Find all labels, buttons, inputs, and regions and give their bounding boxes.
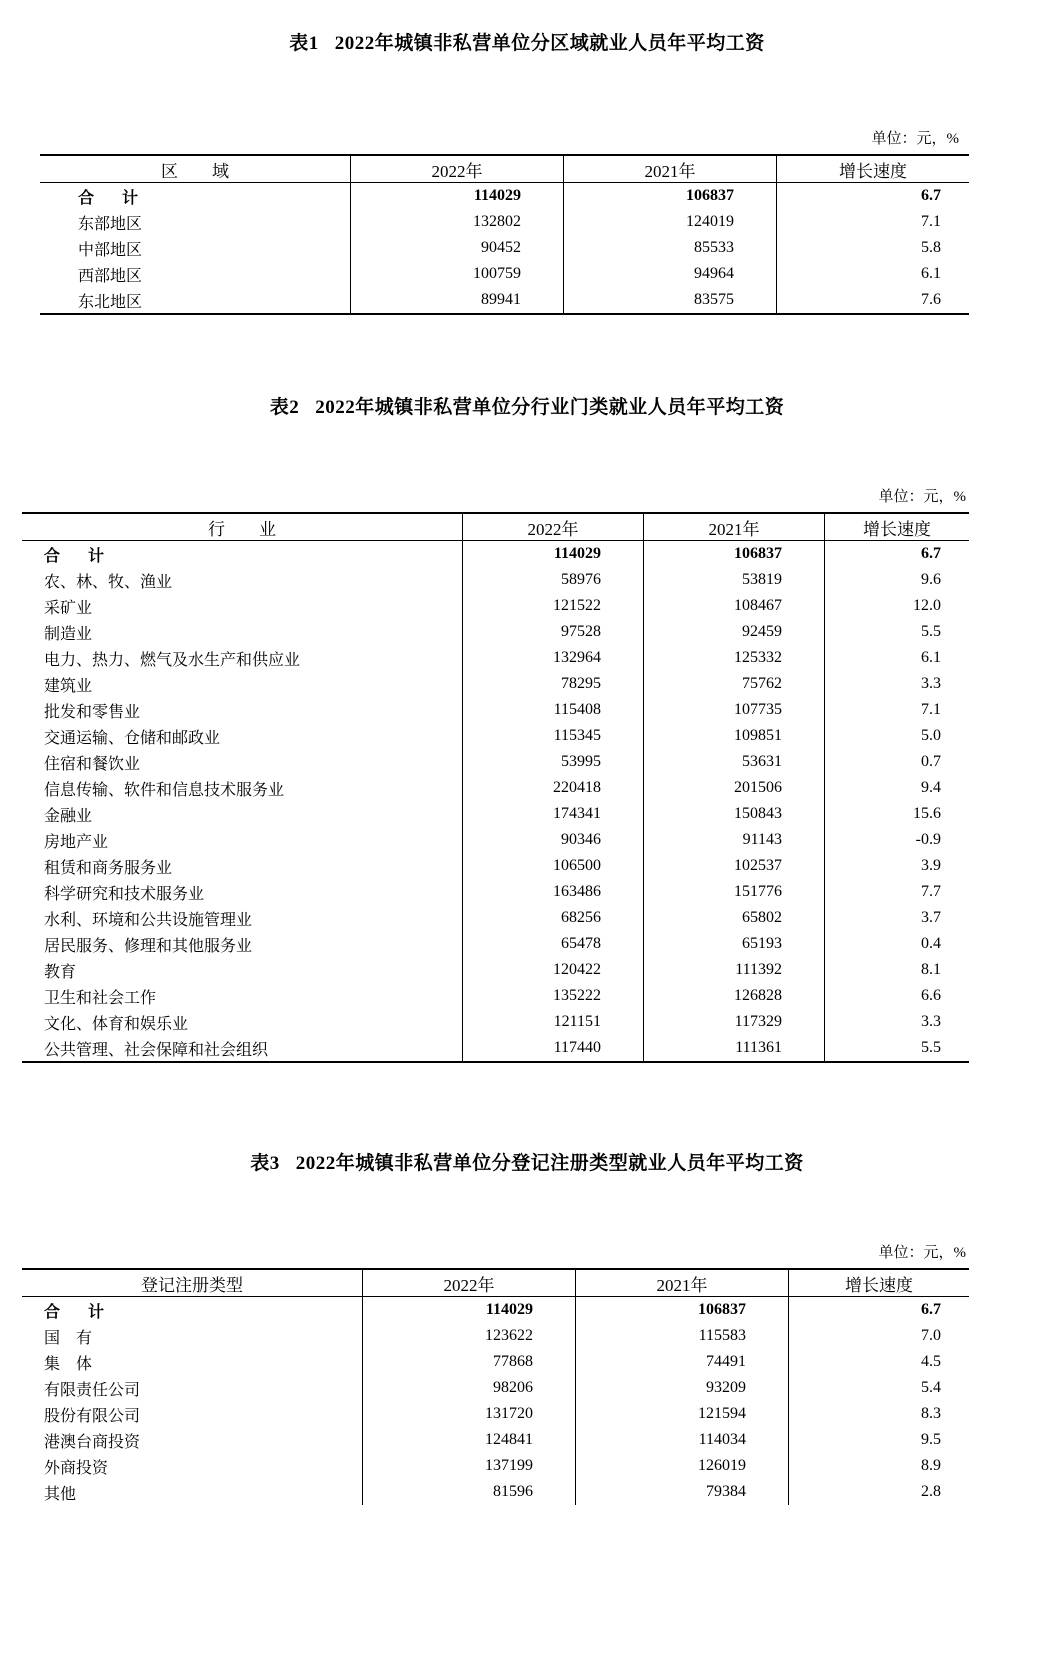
table-row [22, 697, 969, 723]
row-value-2021: 106837 [564, 183, 777, 210]
table-row [40, 235, 969, 261]
row-value-2022: 120422 [463, 957, 644, 983]
row-growth: 12.0 [825, 593, 970, 619]
row-label: 住宿和餐饮业 [44, 755, 141, 773]
row-value-2021: 92459 [644, 619, 825, 645]
row-label: 股份有限公司 [44, 1407, 141, 1425]
row-growth: 0.4 [825, 931, 970, 957]
table-row [22, 567, 969, 593]
row-growth: 8.3 [789, 1401, 970, 1427]
table-row [40, 183, 969, 210]
table-row [22, 593, 969, 619]
row-label: 电力、热力、燃气及水生产和供应业 [44, 651, 301, 669]
table-1-col-0: 区 域 [161, 161, 229, 181]
row-label: 港澳台商投资 [44, 1433, 141, 1451]
row-value-2022: 132802 [351, 209, 564, 235]
table-3-title-text: 2022年城镇非私营单位分登记注册类型就业人员年平均工资 [295, 1153, 804, 1174]
row-growth: 15.6 [825, 801, 970, 827]
row-value-2022: 117440 [463, 1035, 644, 1062]
row-value-2022: 114029 [363, 1297, 576, 1324]
row-growth: 7.7 [825, 879, 970, 905]
row-value-2022: 115408 [463, 697, 644, 723]
table-row [22, 1479, 969, 1505]
row-value-2022: 220418 [463, 775, 644, 801]
row-value-2022: 114029 [463, 541, 644, 568]
table-2-title-text: 2022年城镇非私营单位分行业门类就业人员年平均工资 [315, 397, 785, 418]
row-growth: 5.0 [825, 723, 970, 749]
row-value-2021: 79384 [576, 1479, 789, 1505]
table-row [22, 983, 969, 1009]
row-label: 信息传输、软件和信息技术服务业 [44, 781, 285, 799]
row-value-2021: 117329 [644, 1009, 825, 1035]
row-value-2021: 74491 [576, 1349, 789, 1375]
row-label: 合 计 [78, 189, 145, 207]
table-1-number: 表1 [289, 33, 319, 54]
row-growth: 8.1 [825, 957, 970, 983]
row-growth: 2.8 [789, 1479, 970, 1505]
row-growth: 9.4 [825, 775, 970, 801]
row-growth: 7.6 [777, 287, 970, 314]
row-value-2021: 125332 [644, 645, 825, 671]
row-growth: 7.0 [789, 1323, 970, 1349]
row-value-2021: 65193 [644, 931, 825, 957]
row-value-2021: 121594 [576, 1401, 789, 1427]
row-value-2022: 97528 [463, 619, 644, 645]
row-value-2021: 93209 [576, 1375, 789, 1401]
table-1-title-text: 2022年城镇非私营单位分区域就业人员年平均工资 [334, 33, 765, 54]
row-value-2021: 111392 [644, 957, 825, 983]
table-2-col-1: 2022年 [463, 513, 644, 541]
row-growth: 8.9 [789, 1453, 970, 1479]
row-value-2022: 174341 [463, 801, 644, 827]
row-label: 集 体 [44, 1355, 93, 1373]
row-label: 居民服务、修理和其他服务业 [44, 937, 253, 955]
row-label: 其他 [44, 1485, 77, 1503]
row-value-2022: 137199 [363, 1453, 576, 1479]
row-value-2021: 115583 [576, 1323, 789, 1349]
row-value-2021: 85533 [564, 235, 777, 261]
table-row [22, 723, 969, 749]
table-row [22, 1401, 969, 1427]
row-label: 外商投资 [44, 1459, 109, 1477]
row-value-2021: 111361 [644, 1035, 825, 1062]
row-value-2021: 75762 [644, 671, 825, 697]
row-growth: 6.1 [777, 261, 970, 287]
table-2-title [0, 392, 1054, 419]
row-value-2021: 109851 [644, 723, 825, 749]
row-value-2021: 114034 [576, 1427, 789, 1453]
table-3-col-3: 增长速度 [789, 1269, 970, 1297]
row-label: 交通运输、仓储和邮政业 [44, 729, 221, 747]
table-2-col-2: 2021年 [644, 513, 825, 541]
table-row [22, 1453, 969, 1479]
row-value-2022: 124841 [363, 1427, 576, 1453]
table-row [22, 1375, 969, 1401]
table-row [22, 957, 969, 983]
row-label: 西部地区 [78, 267, 143, 285]
row-value-2021: 108467 [644, 593, 825, 619]
row-growth: 5.5 [825, 619, 970, 645]
row-value-2021: 94964 [564, 261, 777, 287]
row-value-2022: 135222 [463, 983, 644, 1009]
table-3-unit: 单位：元，% [878, 1245, 966, 1261]
table-3 [22, 1268, 969, 1505]
row-label: 建筑业 [44, 677, 93, 695]
row-label: 教育 [44, 963, 77, 981]
row-value-2022: 106500 [463, 853, 644, 879]
table-row [22, 645, 969, 671]
table-row [22, 1349, 969, 1375]
row-value-2022: 53995 [463, 749, 644, 775]
table-2 [22, 512, 969, 1063]
row-value-2022: 121522 [463, 593, 644, 619]
row-value-2022: 77868 [363, 1349, 576, 1375]
row-growth: 6.6 [825, 983, 970, 1009]
table-row [22, 827, 969, 853]
row-growth: 6.1 [825, 645, 970, 671]
row-value-2021: 102537 [644, 853, 825, 879]
table-block-2 [0, 392, 1054, 1063]
row-label: 农、林、牧、渔业 [44, 573, 173, 591]
table-block-1 [0, 28, 1054, 315]
row-value-2022: 78295 [463, 671, 644, 697]
table-2-col-3: 增长速度 [825, 513, 970, 541]
row-label: 卫生和社会工作 [44, 989, 157, 1007]
row-value-2021: 126828 [644, 983, 825, 1009]
table-row [22, 801, 969, 827]
row-growth: 6.7 [789, 1297, 970, 1324]
row-growth: 3.7 [825, 905, 970, 931]
table-2-col-0: 行 业 [208, 519, 276, 539]
row-growth: 3.9 [825, 853, 970, 879]
table-3-header-row [22, 1269, 969, 1297]
row-value-2021: 107735 [644, 697, 825, 723]
table-row [22, 905, 969, 931]
row-growth: 9.5 [789, 1427, 970, 1453]
row-label: 水利、环境和公共设施管理业 [44, 911, 253, 929]
table-3-number: 表3 [250, 1153, 280, 1174]
row-value-2022: 163486 [463, 879, 644, 905]
row-value-2021: 53819 [644, 567, 825, 593]
row-growth: 3.3 [825, 1009, 970, 1035]
row-value-2022: 90346 [463, 827, 644, 853]
row-value-2021: 91143 [644, 827, 825, 853]
row-value-2022: 98206 [363, 1375, 576, 1401]
row-label: 科学研究和技术服务业 [44, 885, 205, 903]
table-1-col-3: 增长速度 [777, 155, 970, 183]
row-value-2021: 106837 [644, 541, 825, 568]
row-label: 东北地区 [78, 293, 143, 311]
row-label: 国 有 [44, 1329, 93, 1347]
row-growth: 5.4 [789, 1375, 970, 1401]
table-row [22, 1297, 969, 1324]
table-row [40, 209, 969, 235]
table-1-col-1: 2022年 [351, 155, 564, 183]
table-row [22, 1323, 969, 1349]
table-1-title [0, 28, 1054, 55]
table-row [40, 261, 969, 287]
table-1-unit: 单位：元，% [871, 131, 959, 147]
table-row [22, 1427, 969, 1453]
table-2-number: 表2 [269, 397, 300, 418]
table-3-title [0, 1148, 1054, 1175]
row-growth: 6.7 [777, 183, 970, 210]
row-value-2022: 100759 [351, 261, 564, 287]
row-growth: 7.1 [825, 697, 970, 723]
table-block-3 [0, 1148, 1054, 1505]
row-value-2021: 201506 [644, 775, 825, 801]
table-row [22, 775, 969, 801]
table-row [40, 287, 969, 314]
row-value-2022: 68256 [463, 905, 644, 931]
row-growth: 4.5 [789, 1349, 970, 1375]
table-row [22, 931, 969, 957]
table-row [22, 879, 969, 905]
row-growth: 6.7 [825, 541, 970, 568]
row-label: 有限责任公司 [44, 1381, 141, 1399]
row-label: 房地产业 [44, 833, 109, 851]
row-value-2022: 132964 [463, 645, 644, 671]
table-3-col-0: 登记注册类型 [141, 1275, 243, 1295]
row-label: 批发和零售业 [44, 703, 141, 721]
row-value-2022: 114029 [351, 183, 564, 210]
row-label: 制造业 [44, 625, 93, 643]
table-row [22, 671, 969, 697]
table-2-header-row [22, 513, 969, 541]
row-label: 合 计 [44, 547, 111, 565]
table-1-col-2: 2021年 [564, 155, 777, 183]
row-value-2021: 106837 [576, 1297, 789, 1324]
row-value-2021: 150843 [644, 801, 825, 827]
row-value-2021: 65802 [644, 905, 825, 931]
row-label: 文化、体育和娱乐业 [44, 1015, 189, 1033]
row-value-2021: 53631 [644, 749, 825, 775]
row-value-2022: 89941 [351, 287, 564, 314]
row-label: 合 计 [44, 1303, 111, 1321]
row-growth: 9.6 [825, 567, 970, 593]
row-value-2022: 65478 [463, 931, 644, 957]
table-3-col-1: 2022年 [363, 1269, 576, 1297]
row-value-2022: 121151 [463, 1009, 644, 1035]
row-value-2021: 126019 [576, 1453, 789, 1479]
table-2-unit: 单位：元，% [878, 489, 966, 505]
row-growth: -0.9 [825, 827, 970, 853]
row-label: 金融业 [44, 807, 93, 825]
table-row [22, 1035, 969, 1062]
row-growth: 5.5 [825, 1035, 970, 1062]
table-1-header-row [40, 155, 969, 183]
row-label: 采矿业 [44, 599, 93, 617]
table-row [22, 1009, 969, 1035]
table-row [22, 619, 969, 645]
row-growth: 7.1 [777, 209, 970, 235]
row-value-2022: 115345 [463, 723, 644, 749]
table-3-col-2: 2021年 [576, 1269, 789, 1297]
table-row [22, 749, 969, 775]
row-label: 租赁和商务服务业 [44, 859, 173, 877]
table-row [22, 541, 969, 568]
row-value-2022: 90452 [351, 235, 564, 261]
row-value-2022: 81596 [363, 1479, 576, 1505]
table-1 [40, 154, 969, 315]
table-row [22, 853, 969, 879]
row-value-2022: 123622 [363, 1323, 576, 1349]
row-value-2021: 151776 [644, 879, 825, 905]
row-growth: 5.8 [777, 235, 970, 261]
row-growth: 3.3 [825, 671, 970, 697]
row-label: 公共管理、社会保障和社会组织 [44, 1041, 269, 1059]
row-value-2022: 58976 [463, 567, 644, 593]
row-growth: 0.7 [825, 749, 970, 775]
row-value-2021: 124019 [564, 209, 777, 235]
row-value-2021: 83575 [564, 287, 777, 314]
row-label: 东部地区 [78, 215, 143, 233]
row-label: 中部地区 [78, 241, 143, 259]
row-value-2022: 131720 [363, 1401, 576, 1427]
